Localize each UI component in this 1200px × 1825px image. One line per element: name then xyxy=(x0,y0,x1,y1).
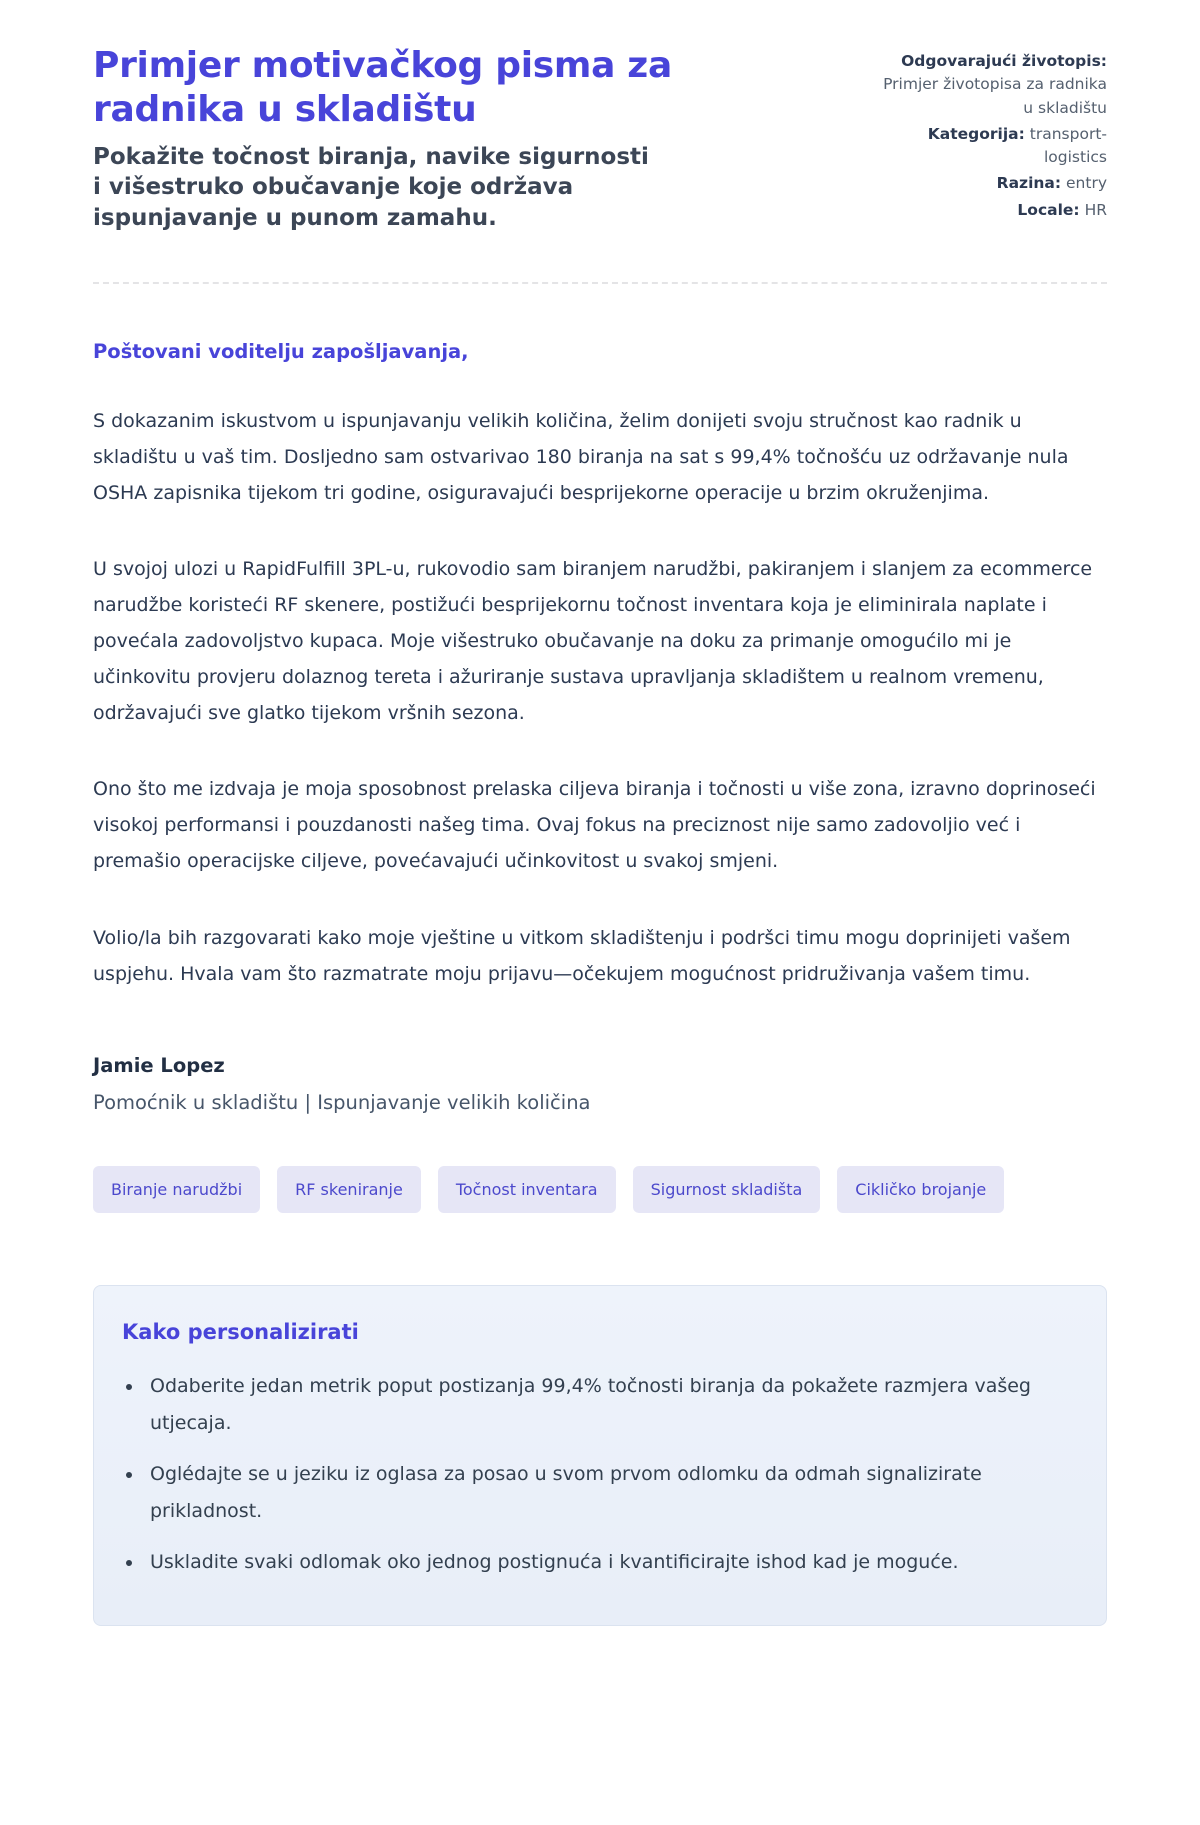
meta-level xyxy=(873,172,1107,195)
meta-locale-value: HR xyxy=(1084,200,1107,219)
signature-name: Jamie Lopez xyxy=(93,1053,225,1077)
letter-paragraph-4: Volio/la bih razgovarati kako moje vještine u vitkom skladištenju i podršci timu mogu doprinijeti vašem uspjehu. Hvala vam što razmatrate moju prijavu—očekujem mogućnost pridruživanja vašem timu. xyxy=(93,926,1071,985)
meta-locale-label: Locale: xyxy=(1017,200,1080,219)
skill-tag-order-picking[interactable]: Biranje narudžbi xyxy=(93,1166,260,1213)
letter-body xyxy=(93,340,1107,1114)
letter-greeting: Poštovani voditelju zapošljavanja, xyxy=(93,339,469,363)
tip-item-1: • Odaberite jedan metrik poput postizanja 99,4% točnosti biranja da pokažete razmjera vašeg utjecaja. xyxy=(144,1368,1062,1442)
meta-category-value: transport-logistics xyxy=(1029,124,1107,166)
skill-tag-warehouse-safety[interactable]: Sigurnost skladišta xyxy=(633,1166,821,1213)
letter-paragraph-1: S dokazanim iskustvom u ispunjavanju velikih količina, želim donijeti svoju stručnost kao radnik u skladištu u vaš tim. Dosljedno sam ostvarivao 180 biranja na sat s 99,4% točnošću uz održavanje nula OSHA zapisnika tijekom tri godine, osiguravajući besprijekorne operacije u brzim okruženjima. xyxy=(93,409,1069,504)
skill-tag-cycle-counting[interactable]: Cikličko brojanje xyxy=(837,1166,1004,1213)
personalization-tips-card xyxy=(93,1285,1107,1626)
page-title: Primjer motivačkog pisma za radnika u skladištu xyxy=(93,45,672,130)
meta-category-label: Kategorija: xyxy=(927,124,1025,143)
skill-tags-row xyxy=(93,1166,1107,1213)
meta-category xyxy=(873,123,1107,170)
meta-resume-label: Odgovarajući životopis: xyxy=(901,52,1107,70)
dashed-divider xyxy=(93,282,1107,284)
cover-letter-page xyxy=(93,0,1107,1696)
meta-level-value: entry xyxy=(1066,174,1107,193)
letter-paragraph-3: Ono što me izdvaja je moja sposobnost prelaska ciljeva biranja i točnosti u više zona, izravno doprinoseći visokoj performansi i pouzdanosti našeg tima. Ovaj fokus na preciznost nije samo zadovoljio već i premašio operacijske ciljeve, povećavajući učinkovitost u svakoj smjeni. xyxy=(93,778,1096,873)
tips-title: Kako personalizirati xyxy=(122,1319,359,1344)
header-title-block xyxy=(93,44,833,234)
skill-tag-inventory-accuracy[interactable]: Točnost inventara xyxy=(438,1166,616,1213)
tip-item-2: • Oglédajte se u jeziku iz oglasa za posao u svom prvom odlomku da odmah signalizirate prikladnost. xyxy=(144,1456,1062,1530)
header xyxy=(93,44,1107,234)
meta-matching-resume xyxy=(873,50,1107,120)
signature-block xyxy=(93,1054,1107,1114)
meta-locale xyxy=(873,199,1107,222)
tips-list xyxy=(122,1368,1062,1581)
signature-role: Pomoćnik u skladištu | Ispunjavanje velikih količina xyxy=(93,1090,591,1114)
tip-item-3: • Uskladite svaki odlomak oko jednog postignuća i kvantificirajte ishod kad je moguće. xyxy=(144,1544,1062,1581)
skill-tag-rf-scanning[interactable]: RF skeniranje xyxy=(277,1166,421,1213)
meta-panel xyxy=(873,44,1107,225)
page-subtitle: Pokažite točnost biranja, navike sigurnosti i višestruko obučavanje koje održava ispunjavanje u punom zamahu. xyxy=(93,143,649,231)
meta-resume-value: Primjer životopisa za radnika u skladištu xyxy=(883,75,1107,117)
letter-paragraph-2: U svojoj ulozi u RapidFulfill 3PL-u, rukovodio sam biranjem narudžbi, pakiranjem i slanjem za ecommerce narudžbe koristeći RF skenere, postižući besprijekornu točnost inventara koja je eliminirala naplate i povećala zadovoljstvo kupaca. Moje višestruko obučavanje na doku za primanje omogućilo mi je učinkovitu provjeru dolaznog tereta i ažuriranje sustava upravljanja skladištem u realnom vremenu, održavajući sve glatko tijekom vršnih sezona. xyxy=(93,557,1093,725)
meta-level-label: Razina: xyxy=(996,174,1062,193)
